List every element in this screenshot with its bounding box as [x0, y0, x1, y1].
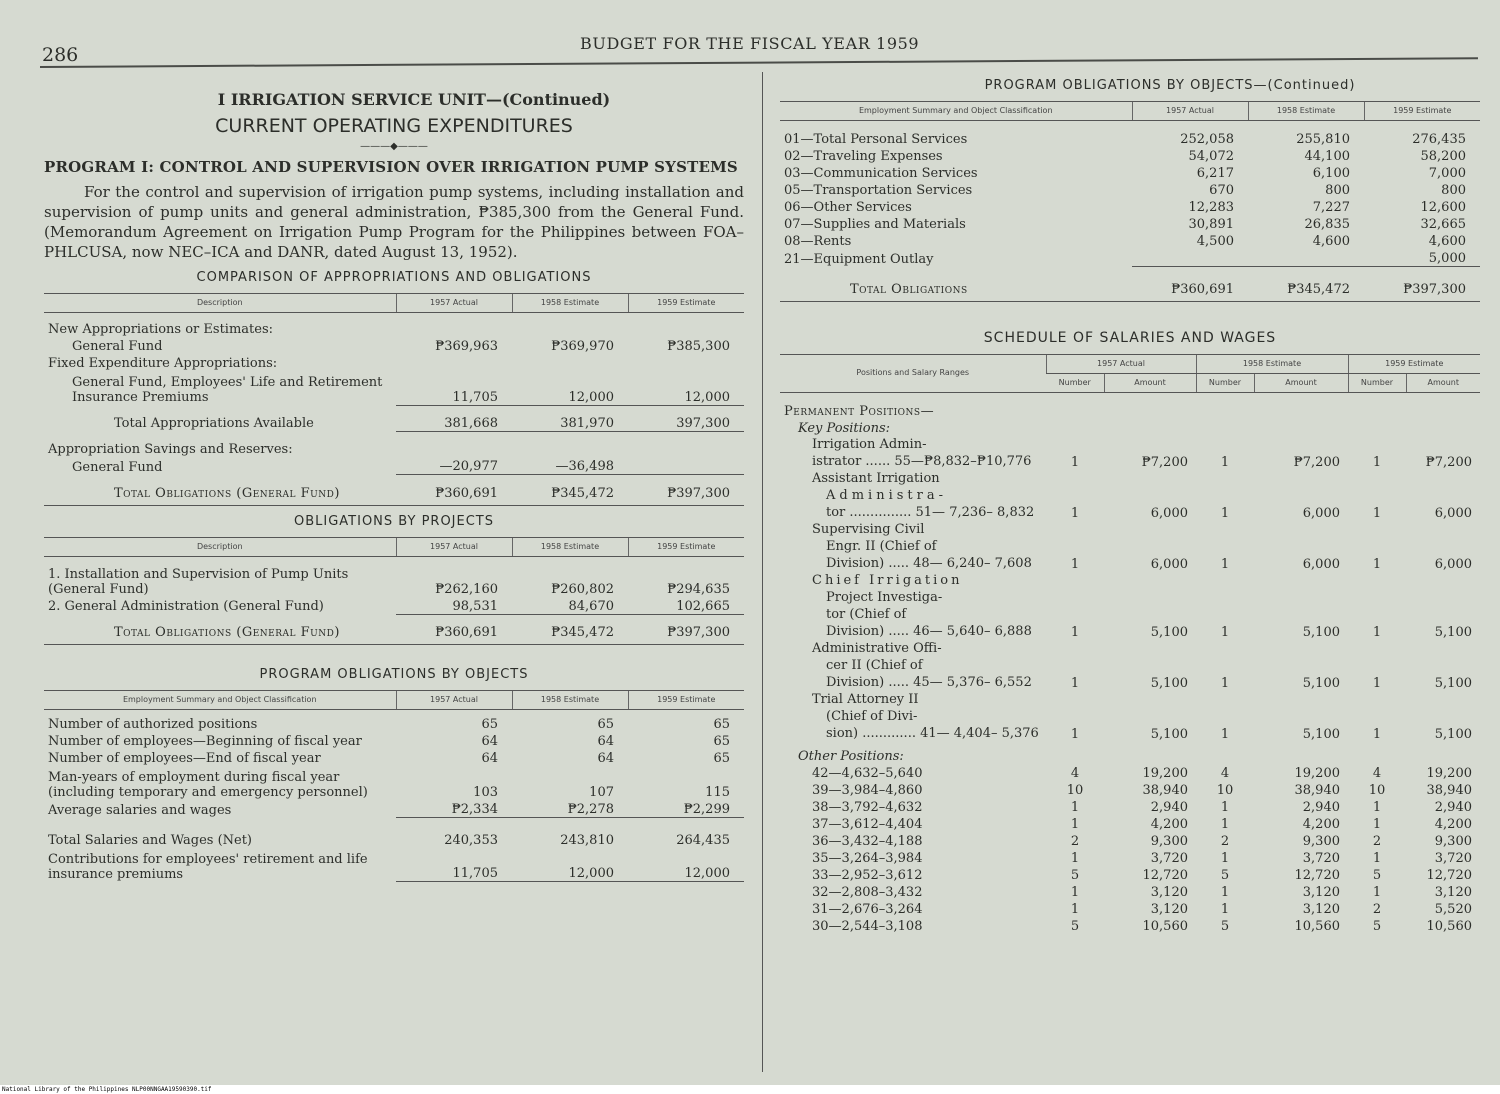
- cell-value: 1: [1070, 556, 1080, 572]
- cell-value: 1: [1220, 799, 1230, 815]
- program-description: For the control and supervision of irrigation pump systems, including installation and supervision of pump units and general administration, ₱385,300 from the General Fund. (Memorandum Agreement on Irrigation Pump Program for the Philippines between FOA–PHLCUSA, now NEC–ICA and DANR, dated August 13, 1952).: [44, 183, 744, 261]
- col-header: 1959 Estimate: [1348, 354, 1480, 373]
- cell-value: 19,200: [1426, 765, 1472, 781]
- cell-value: 65: [481, 717, 498, 732]
- cell-value: 2,940: [1150, 799, 1188, 815]
- cell-value: ₱360,691: [435, 625, 498, 640]
- cell-value: 64: [481, 734, 498, 749]
- cell-value: ₱7,200: [1141, 454, 1188, 470]
- objects-cont-table: [780, 101, 1480, 297]
- cell-value: 1: [1070, 799, 1080, 815]
- cell-value: 12,720: [1294, 867, 1340, 883]
- cell-value: 4: [1070, 765, 1080, 781]
- cell-value: ₱385,300: [667, 339, 730, 354]
- salary-row: [780, 798, 1480, 815]
- row-label: General Fund: [72, 459, 163, 475]
- row-label: Fixed Expenditure Appropriations:: [48, 356, 278, 371]
- cell-value: 2: [1070, 833, 1080, 849]
- cell-value: 4,200: [1434, 816, 1472, 832]
- salary-row: [780, 883, 1480, 900]
- cell-value: 12,720: [1426, 867, 1472, 883]
- cell-value: 5,100: [1302, 675, 1340, 691]
- ornament-divider: ———◆———: [360, 141, 428, 152]
- cell-value: 1: [1070, 454, 1080, 470]
- cell-value: 5,100: [1434, 675, 1472, 691]
- row-label: Total Obligations (General Fund): [114, 625, 340, 640]
- section-title: CURRENT OPERATING EXPENDITURES: [215, 115, 573, 137]
- table-rule: [44, 644, 744, 645]
- salary-range-label: 31—2,676–3,264: [812, 901, 923, 917]
- col-header: Description: [44, 537, 396, 556]
- cell-value: 84,670: [512, 597, 628, 615]
- cell-value: 102,665: [628, 597, 744, 615]
- cell-value: 5,100: [1150, 675, 1188, 691]
- salary-range-label: 39—3,984–4,860: [812, 782, 923, 798]
- cell-value: 3,120: [1150, 901, 1188, 917]
- cell-value: 4,600: [1428, 234, 1466, 249]
- col-header: 1959 Estimate: [628, 691, 744, 710]
- cell-value: 1: [1372, 675, 1382, 691]
- cell-value: 64: [481, 751, 498, 766]
- cell-value: 2,940: [1302, 799, 1340, 815]
- cell-value: 2,940: [1434, 799, 1472, 815]
- cell-value: 64: [597, 734, 614, 749]
- row-label: 07—Supplies and Materials: [784, 217, 966, 232]
- cell-value: 1: [1070, 624, 1080, 640]
- cell-value: ₱2,278: [512, 800, 628, 818]
- cell-value: 5,100: [1302, 624, 1340, 640]
- position-line: Division) ..... 48— 6,240– 7,608: [826, 555, 1032, 571]
- cell-value: ₱7,200: [1293, 454, 1340, 470]
- salary-range-label: 38—3,792–4,632: [812, 799, 923, 815]
- cell-value: ₱360,691: [435, 485, 498, 501]
- cell-value: 381,668: [396, 405, 512, 431]
- cell-value: 4,200: [1150, 816, 1188, 832]
- row-label: Average salaries and wages: [48, 802, 232, 818]
- row-label: 02—Traveling Expenses: [784, 149, 943, 164]
- cell-value: 98,531: [396, 597, 512, 615]
- cell-value: —36,498: [512, 457, 628, 475]
- cell-value: [1248, 249, 1364, 267]
- cell-value: 3,120: [1150, 884, 1188, 900]
- cell-value: 800: [1325, 183, 1350, 198]
- col-header: 1957 Actual: [1132, 102, 1248, 121]
- cell-value: ₱2,299: [628, 800, 744, 818]
- header-rule: [40, 57, 1478, 68]
- cell-value: 1: [1220, 624, 1230, 640]
- row-label: General Fund, Employees' Life and Retirement Insurance Premiums: [72, 375, 383, 405]
- cell-value: ₱2,334: [396, 800, 512, 818]
- cell-value: 103: [473, 785, 498, 800]
- cell-value: 5,520: [1434, 901, 1472, 917]
- row-label: 1. Installation and Supervision of Pump Units (General Fund): [48, 566, 349, 597]
- row-label: 06—Other Services: [784, 200, 912, 215]
- cell-value: 6,217: [1196, 166, 1234, 181]
- row-label: New Appropriations or Estimates:: [48, 322, 273, 337]
- cell-value: 1: [1372, 454, 1382, 470]
- cell-value: 9,300: [1302, 833, 1340, 849]
- salary-range-label: 35—3,264–3,984: [812, 850, 923, 866]
- col-header: 1958 Estimate: [512, 294, 628, 313]
- col-header: Description: [44, 294, 396, 313]
- cell-value: 19,200: [1294, 765, 1340, 781]
- col-subheader: Number: [1046, 373, 1104, 392]
- cell-value: 65: [713, 717, 730, 732]
- cell-value: 5,100: [1434, 726, 1472, 742]
- right-column: [780, 70, 1480, 934]
- cell-value: 38,940: [1294, 782, 1340, 798]
- cell-value: 26,835: [1304, 217, 1350, 232]
- col-header: Positions and Salary Ranges: [780, 354, 1046, 392]
- cell-value: ₱260,802: [551, 581, 614, 597]
- cell-value: 3,120: [1434, 884, 1472, 900]
- position-line: (Chief of Divi-: [826, 708, 918, 724]
- cell-value: 5,100: [1434, 624, 1472, 640]
- comparison-table: [44, 293, 744, 501]
- cell-value: 38,940: [1426, 782, 1472, 798]
- cell-value: 1: [1372, 816, 1382, 832]
- cell-value: 1: [1070, 675, 1080, 691]
- cell-value: 54,072: [1188, 149, 1234, 164]
- position-line: Chief Irrigation: [812, 572, 963, 588]
- cell-value: 6,000: [1434, 505, 1472, 521]
- cell-value: 3,120: [1302, 901, 1340, 917]
- cell-value: 10: [1216, 782, 1234, 798]
- position-label: [780, 640, 1046, 691]
- cell-value: 12,283: [1188, 200, 1234, 215]
- objects-cont-title: PROGRAM OBLIGATIONS BY OBJECTS—(Continued): [984, 78, 1356, 93]
- cell-value: 1: [1070, 505, 1080, 521]
- cell-value: 19,200: [1142, 765, 1188, 781]
- row-label: Total Salaries and Wages (Net): [48, 832, 253, 848]
- cell-value: 9,300: [1434, 833, 1472, 849]
- position-line: sion) ............. 41— 4,404– 5,376: [826, 725, 1039, 741]
- cell-value: 10,560: [1426, 918, 1472, 934]
- col-subheader: Number: [1348, 373, 1406, 392]
- cell-value: 1: [1070, 816, 1080, 832]
- col-header: 1957 Actual: [1046, 354, 1196, 373]
- cell-value: 1: [1220, 675, 1230, 691]
- salary-row: [780, 815, 1480, 832]
- col-subheader: Amount: [1104, 373, 1196, 392]
- cell-value: 65: [597, 717, 614, 732]
- row-label: 03—Communication Services: [784, 166, 978, 181]
- cell-value: 1: [1070, 726, 1080, 742]
- cell-value: 12,000: [512, 371, 628, 405]
- cell-value: ₱397,300: [1403, 281, 1466, 297]
- row-heading: Key Positions:: [798, 420, 891, 436]
- cell-value: 11,705: [396, 848, 512, 882]
- cell-value: 1: [1372, 505, 1382, 521]
- cell-value: ₱345,472: [1287, 281, 1350, 297]
- cell-value: 5: [1220, 918, 1230, 934]
- position-line: Administra-: [826, 487, 947, 503]
- salary-range-label: 36—3,432–4,188: [812, 833, 923, 849]
- cell-value: 4,200: [1302, 816, 1340, 832]
- cell-value: ₱345,472: [551, 485, 614, 501]
- cell-value: ₱397,300: [667, 625, 730, 640]
- cell-value: 30,891: [1188, 217, 1234, 232]
- salary-range-label: 30—2,544–3,108: [812, 918, 923, 934]
- row-heading: Permanent Positions—: [784, 403, 935, 419]
- cell-value: 4,600: [1312, 234, 1350, 249]
- cell-value: [1132, 249, 1248, 267]
- row-label: 05—Transportation Services: [784, 183, 973, 198]
- row-label: Appropriation Savings and Reserves:: [48, 442, 293, 457]
- position-line: Trial Attorney II: [812, 691, 919, 707]
- cell-value: 7,000: [1428, 166, 1466, 181]
- col-header: 1959 Estimate: [628, 537, 744, 556]
- cell-value: 2: [1220, 833, 1230, 849]
- cell-value: 1: [1220, 454, 1230, 470]
- salaries-table: [780, 354, 1480, 934]
- cell-value: 58,200: [1420, 149, 1466, 164]
- col-subheader: Amount: [1254, 373, 1348, 392]
- salary-range-label: 32—2,808–3,432: [812, 884, 923, 900]
- position-line: istrator ...... 55—₱8,832–₱10,776: [812, 453, 1032, 469]
- cell-value: 2: [1372, 901, 1382, 917]
- cell-value: 65: [713, 734, 730, 749]
- cell-value: 3,720: [1434, 850, 1472, 866]
- row-label: 08—Rents: [784, 234, 852, 249]
- col-header: 1958 Estimate: [1196, 354, 1348, 373]
- cell-value: 6,000: [1150, 556, 1188, 572]
- cell-value: 107: [589, 785, 614, 800]
- cell-value: 255,810: [1296, 132, 1350, 147]
- position-label: [780, 521, 1046, 572]
- cell-value: 670: [1209, 183, 1234, 198]
- salary-row: [780, 849, 1480, 866]
- position-line: tor ............... 51— 7,236– 8,832: [826, 504, 1035, 520]
- program-title: PROGRAM I: CONTROL AND SUPERVISION OVER IRRIGATION PUMP SYSTEMS: [44, 158, 738, 176]
- other-positions: [780, 764, 1480, 934]
- position-line: Engr. II (Chief of: [826, 538, 937, 554]
- position-line: Project Investiga-: [826, 589, 943, 605]
- cell-value: 5: [1070, 867, 1080, 883]
- scan-footer: National Library of the Philippines NLP00NNGAA19590390.tif: [0, 1085, 1500, 1094]
- row-heading: Other Positions:: [798, 748, 904, 764]
- cell-value: 1: [1220, 901, 1230, 917]
- cell-value: 7,227: [1312, 200, 1350, 215]
- cell-value: 1: [1372, 884, 1382, 900]
- unit-title: I IRRIGATION SERVICE UNIT—(Continued): [217, 90, 611, 109]
- cell-value: 1: [1070, 901, 1080, 917]
- cell-value: 6,000: [1302, 556, 1340, 572]
- salary-range-label: 37—3,612–4,404: [812, 816, 923, 832]
- cell-value: 243,810: [560, 832, 614, 848]
- row-label: Total Obligations: [850, 281, 968, 297]
- salary-range-label: 33—2,952–3,612: [812, 867, 923, 883]
- row-label: Total Obligations (General Fund): [114, 485, 340, 501]
- position-label: [780, 470, 1046, 521]
- row-label: Total Appropriations Available: [114, 416, 314, 431]
- cell-value: 276,435: [1412, 132, 1466, 147]
- cell-value: 3,720: [1150, 850, 1188, 866]
- cell-value: ₱262,160: [435, 581, 498, 597]
- cell-value: [628, 457, 744, 475]
- position-line: Administrative Offi-: [812, 640, 942, 656]
- cell-value: 1: [1372, 850, 1382, 866]
- col-header: 1958 Estimate: [512, 537, 628, 556]
- cell-value: 240,353: [444, 832, 498, 848]
- cell-value: ₱397,300: [667, 485, 730, 501]
- cell-value: 5: [1372, 867, 1382, 883]
- cell-value: 1: [1372, 799, 1382, 815]
- position-line: Division) ..... 45— 5,376– 6,552: [826, 674, 1032, 690]
- position-label: [780, 572, 1046, 640]
- page-number: 286: [42, 44, 79, 66]
- objects-table: [44, 690, 744, 882]
- cell-value: 12,000: [628, 848, 744, 882]
- cell-value: 44,100: [1304, 149, 1350, 164]
- col-header: Employment Summary and Object Classification: [780, 102, 1132, 121]
- cell-value: 4: [1372, 765, 1382, 781]
- cell-value: 115: [705, 785, 730, 800]
- col-header: 1957 Actual: [396, 537, 512, 556]
- position-line: tor (Chief of: [826, 606, 907, 622]
- row-label: 2. General Administration (General Fund): [48, 599, 324, 614]
- position-line: Assistant Irrigation: [812, 470, 940, 486]
- cell-value: ₱294,635: [667, 581, 730, 597]
- cell-value: ₱360,691: [1171, 281, 1234, 297]
- cell-value: 1: [1070, 850, 1080, 866]
- cell-value: 12,000: [628, 371, 744, 405]
- salary-range-label: 42—4,632–5,640: [812, 765, 923, 781]
- cell-value: 1: [1220, 505, 1230, 521]
- row-label: 01—Total Personal Services: [784, 132, 968, 147]
- cell-value: 1: [1372, 726, 1382, 742]
- col-header: 1959 Estimate: [1364, 102, 1480, 121]
- cell-value: 6,000: [1434, 556, 1472, 572]
- col-header: 1958 Estimate: [1248, 102, 1364, 121]
- salary-row: [780, 832, 1480, 849]
- cell-value: 10: [1368, 782, 1386, 798]
- salary-row: [780, 866, 1480, 883]
- cell-value: 397,300: [628, 405, 744, 431]
- cell-value: 2: [1372, 833, 1382, 849]
- col-header: 1957 Actual: [396, 294, 512, 313]
- cell-value: 1: [1372, 556, 1382, 572]
- cell-value: ₱369,963: [435, 339, 498, 354]
- row-label: Number of employees—Beginning of fiscal year: [48, 734, 362, 749]
- position-line: Supervising Civil: [812, 521, 925, 537]
- cell-value: 4,500: [1196, 234, 1234, 249]
- row-label: General Fund: [72, 339, 163, 354]
- position-line: Irrigation Admin-: [812, 436, 927, 452]
- running-head: BUDGET FOR THE FISCAL YEAR 1959: [580, 34, 920, 53]
- salary-row: [780, 781, 1480, 798]
- col-header: 1958 Estimate: [512, 691, 628, 710]
- col-subheader: Number: [1196, 373, 1254, 392]
- table-rule: [44, 505, 744, 506]
- cell-value: 12,720: [1142, 867, 1188, 883]
- col-subheader: Amount: [1406, 373, 1480, 392]
- cell-value: 1: [1220, 816, 1230, 832]
- cell-value: 800: [1441, 183, 1466, 198]
- cell-value: 10: [1066, 782, 1084, 798]
- position-label: [780, 691, 1046, 742]
- cell-value: 32,665: [1420, 217, 1466, 232]
- cell-value: 6,000: [1302, 505, 1340, 521]
- cell-value: 1: [1070, 884, 1080, 900]
- cell-value: ₱7,200: [1425, 454, 1472, 470]
- cell-value: 10,560: [1294, 918, 1340, 934]
- position-line: cer II (Chief of: [826, 657, 923, 673]
- cell-value: 381,970: [512, 405, 628, 431]
- projects-title: OBLIGATIONS BY PROJECTS: [293, 513, 494, 529]
- cell-value: 3,720: [1302, 850, 1340, 866]
- cell-value: 1: [1220, 726, 1230, 742]
- cell-value: 5,100: [1150, 726, 1188, 742]
- salary-row: [780, 900, 1480, 917]
- position-label: [780, 436, 1046, 470]
- cell-value: 264,435: [676, 832, 730, 848]
- cell-value: 252,058: [1180, 132, 1234, 147]
- col-header: Employment Summary and Object Classification: [44, 691, 396, 710]
- cell-value: 12,000: [512, 848, 628, 882]
- row-label: 21—Equipment Outlay: [784, 251, 934, 267]
- position-line: Division) ..... 46— 5,640– 6,888: [826, 623, 1032, 639]
- cell-value: 1: [1220, 556, 1230, 572]
- cell-value: —20,977: [396, 457, 512, 475]
- cell-value: 5: [1372, 918, 1382, 934]
- cell-value: 3,120: [1302, 884, 1340, 900]
- cell-value: 5: [1070, 918, 1080, 934]
- objects-title: PROGRAM OBLIGATIONS BY OBJECTS: [259, 667, 529, 682]
- cell-value: 10,560: [1142, 918, 1188, 934]
- col-header: 1957 Actual: [396, 691, 512, 710]
- cell-value: 1: [1372, 624, 1382, 640]
- row-label: Number of employees—End of fiscal year: [48, 751, 321, 766]
- cell-value: 9,300: [1150, 833, 1188, 849]
- cell-value: 64: [597, 751, 614, 766]
- salaries-title: SCHEDULE OF SALARIES AND WAGES: [983, 329, 1277, 346]
- salary-row: [780, 764, 1480, 781]
- cell-value: 11,705: [396, 371, 512, 405]
- cell-value: 6,000: [1150, 505, 1188, 521]
- row-label: Number of authorized positions: [48, 717, 258, 732]
- cell-value: 5: [1220, 867, 1230, 883]
- cell-value: 5,100: [1302, 726, 1340, 742]
- cell-value: 5,100: [1150, 624, 1188, 640]
- column-divider: [762, 72, 763, 1072]
- cell-value: ₱369,970: [551, 339, 614, 354]
- cell-value: 6,100: [1312, 166, 1350, 181]
- col-header: 1959 Estimate: [628, 294, 744, 313]
- cell-value: 65: [713, 751, 730, 766]
- table-rule: [780, 301, 1480, 302]
- cell-value: 1: [1220, 850, 1230, 866]
- cell-value: 4: [1220, 765, 1230, 781]
- cell-value: 38,940: [1142, 782, 1188, 798]
- row-label: Contributions for employees' retirement and life insurance premiums: [48, 851, 368, 882]
- cell-value: 1: [1220, 884, 1230, 900]
- left-column: [44, 90, 744, 882]
- row-label: Man-years of employment during fiscal year (including temporary and emergency personnel): [48, 770, 368, 800]
- cell-value: 5,000: [1364, 249, 1480, 267]
- cell-value: ₱345,472: [551, 625, 614, 640]
- cell-value: 12,600: [1420, 200, 1466, 215]
- projects-table: [44, 537, 744, 641]
- salary-row: [780, 917, 1480, 934]
- comparison-title: COMPARISON OF APPROPRIATIONS AND OBLIGATIONS: [196, 270, 592, 285]
